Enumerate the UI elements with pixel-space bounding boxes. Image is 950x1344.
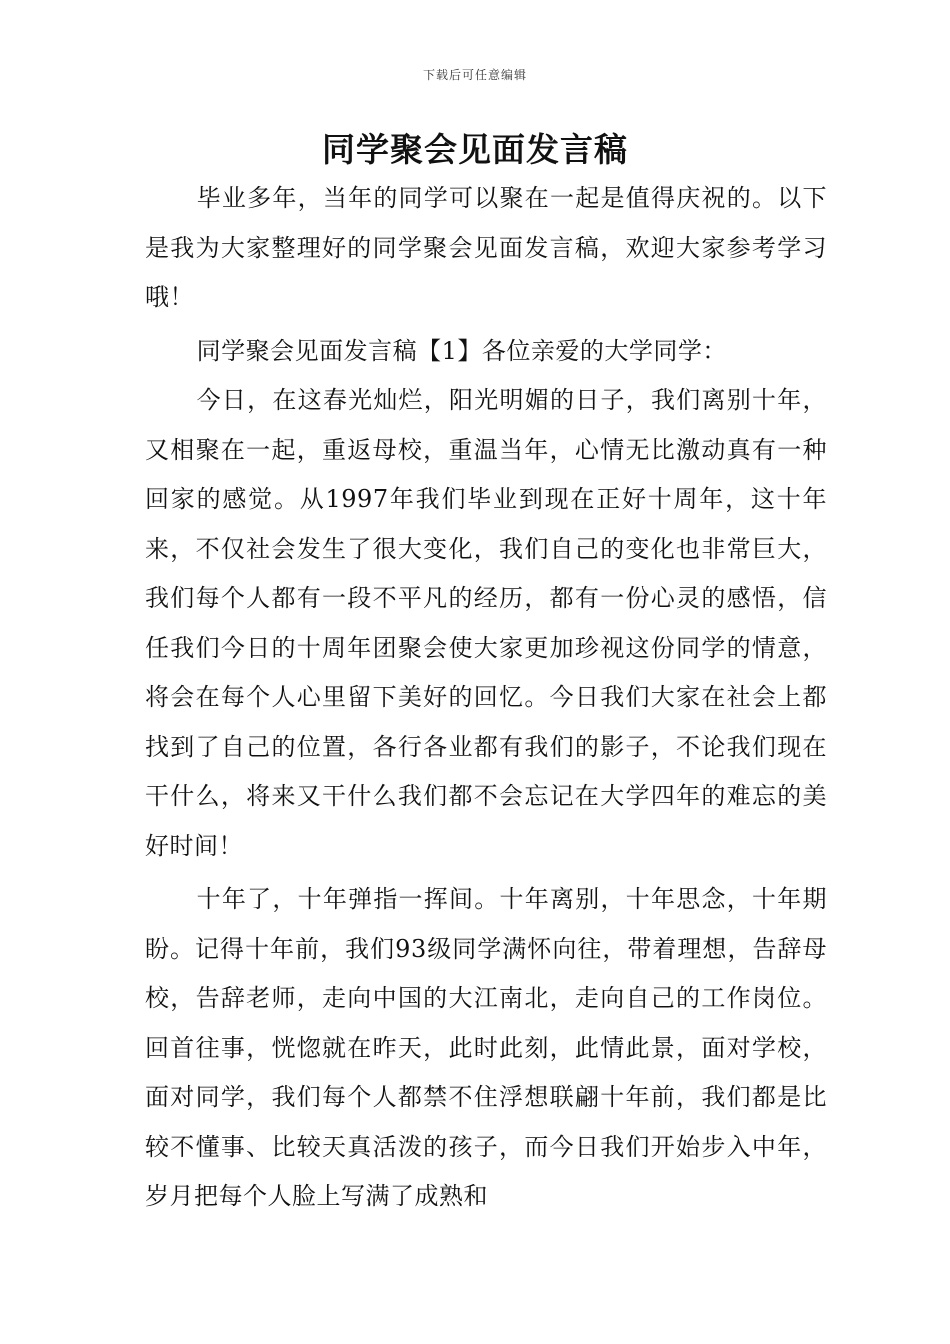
header-note: 下载后可任意编辑 (422, 68, 527, 82)
paragraph-speech-heading: 同学聚会见面发言稿【1】各位亲爱的大学同学： (196, 336, 727, 365)
document-title: 同学聚会见面发言稿 (322, 130, 628, 169)
document-body (145, 174, 827, 1222)
paragraph-reunion: 今日，在这春光灿烂，阳光明媚的日子，我们离别十年，又相聚在一起，重返母校，重温当年，心情无比激动真有一种回家的感觉。从1997年我们毕业到现在正好十周年，这十年来，不仅社会发生了很大变化，我们自己的变化也非常巨大，我们每个人都有一段不平凡的经历，都有一份心灵的感悟，信任我们今日的十周年团聚会使大家更加珍视这份同学的情意，将会在每个人心里留下美好的回忆。今日我们大家在社会上都找到了自己的位置，各行各业都有我们的影子，不论我们现在干什么，将来又干什么我们都不会忘记在大学四年的难忘的美好时间！ (145, 386, 827, 860)
paragraph-ten-years: 十年了，十年弹指一挥间。十年离别，十年思念，十年期盼。记得十年前，我们93级同学满怀向往，带着理想，告辞母校，告辞老师，走向中国的大江南北，走向自己的工作岗位。回首往事，恍惚就在昨天，此时此刻，此情此景，面对学校，面对同学，我们每个人都禁不住浮想联翩十年前，我们都是比较不懂事、比较天真活泼的孩子，而今日我们开始步入中年，岁月把每个人脸上写满了成熟和 (145, 885, 827, 1210)
paragraph-intro: 毕业多年，当年的同学可以聚在一起是值得庆祝的。以下是我为大家整理好的同学聚会见面发言稿，欢迎大家参考学习哦！ (145, 184, 827, 311)
